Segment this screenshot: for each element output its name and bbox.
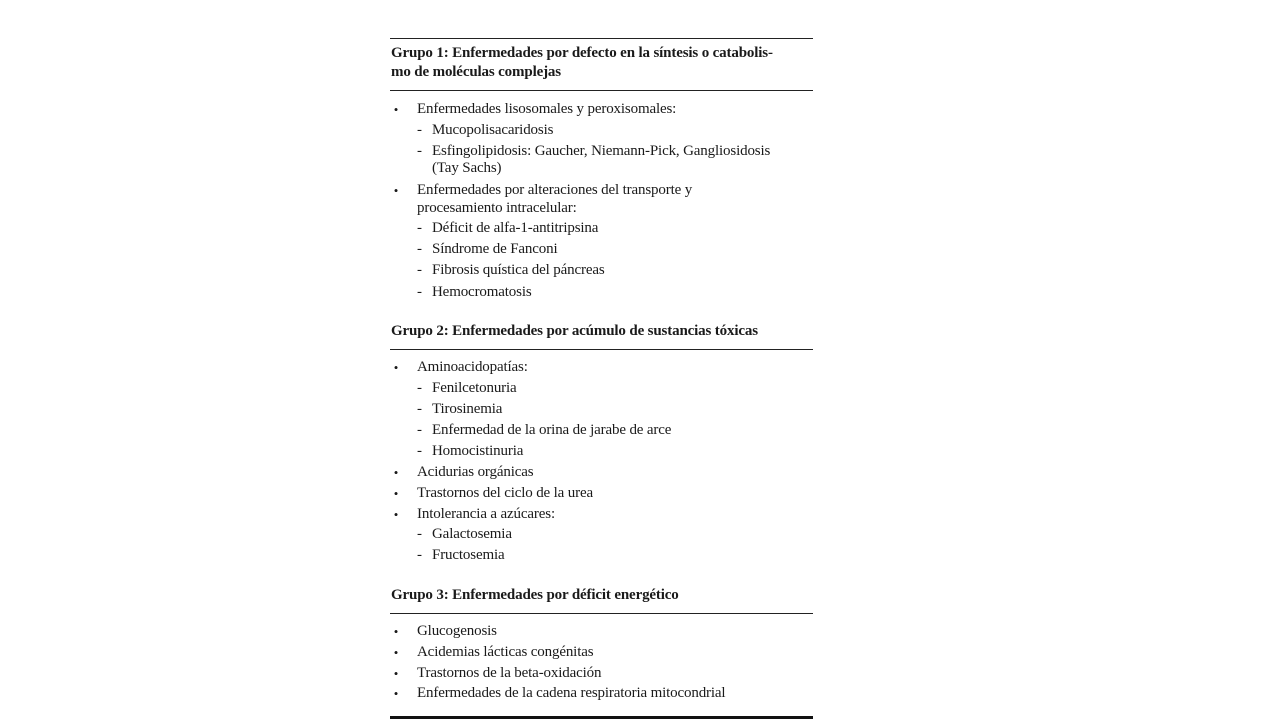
bullet-icon: • <box>393 645 399 660</box>
group3-title: Grupo 3: Enfermedades por déficit energético <box>391 587 679 603</box>
group1-header-rule <box>390 90 813 91</box>
bullet-icon: • <box>393 507 399 522</box>
dash-icon: - <box>417 401 422 417</box>
bullet-icon: • <box>393 686 399 701</box>
dash-icon: - <box>417 220 422 236</box>
bullet-icon: • <box>393 624 399 639</box>
group1-title-line1: Grupo 1: Enfermedades por defecto en la síntesis o catabolis- <box>391 45 773 61</box>
dash-icon: - <box>417 122 422 138</box>
dash-icon: - <box>417 443 422 459</box>
bullet-icon: • <box>393 360 399 375</box>
dash-icon: - <box>417 262 422 278</box>
top-rule <box>390 38 813 39</box>
dash-icon: - <box>417 380 422 396</box>
bottom-rule <box>390 716 813 719</box>
dash-icon: - <box>417 241 422 257</box>
bullet-icon: • <box>393 465 399 480</box>
dash-icon: - <box>417 526 422 542</box>
classification-table: Grupo 1: Enfermedades por defecto en la síntesis o catabolis- mo de moléculas complejas • Enfermedades lisosomales y peroxisomales: - Mucopolisacaridosis - Esfingolipidosis: Gaucher, Niemann-Pick, Gangliosidosis (Tay Sachs) • Enfermedades por alteraciones del transporte y procesamiento intracelular: - Déficit de alfa-1-antitripsina - Síndrome de Fanconi - Fibrosis quística del páncreas - Hemocromatosis Grupo 2: Enfermedades por acúmulo de sustancias tóxicas • Aminoacidopatías: - Fenilcetonuria - Tirosinemia - Enfermedad de la orina de jarabe de arce - Homocistinuria • Acidurias orgánicas • Trastornos del ciclo de la urea • Intolerancia a azúcares: - Galactosemia - Fructosemia Grupo 3: Enfermedades por déficit energético • Glucogenosis • Acidemias lácticas congénitas • Trastornos de la beta-oxidación • Enfermedades de la cadena respiratoria mitocondrial <box>390 0 813 720</box>
group2-title: Grupo 2: Enfermedades por acúmulo de sustancias tóxicas <box>391 323 758 339</box>
dash-icon: - <box>417 422 422 438</box>
dash-icon: - <box>417 284 422 300</box>
group1-title-line2: mo de moléculas complejas <box>391 64 561 80</box>
group3-header-rule <box>390 613 813 614</box>
bullet-icon: • <box>393 183 399 198</box>
bullet-icon: • <box>393 666 399 681</box>
bullet-icon: • <box>393 102 399 117</box>
dash-icon: - <box>417 143 422 159</box>
bullet-icon: • <box>393 486 399 501</box>
dash-icon: - <box>417 547 422 563</box>
group2-header-rule <box>390 349 813 350</box>
